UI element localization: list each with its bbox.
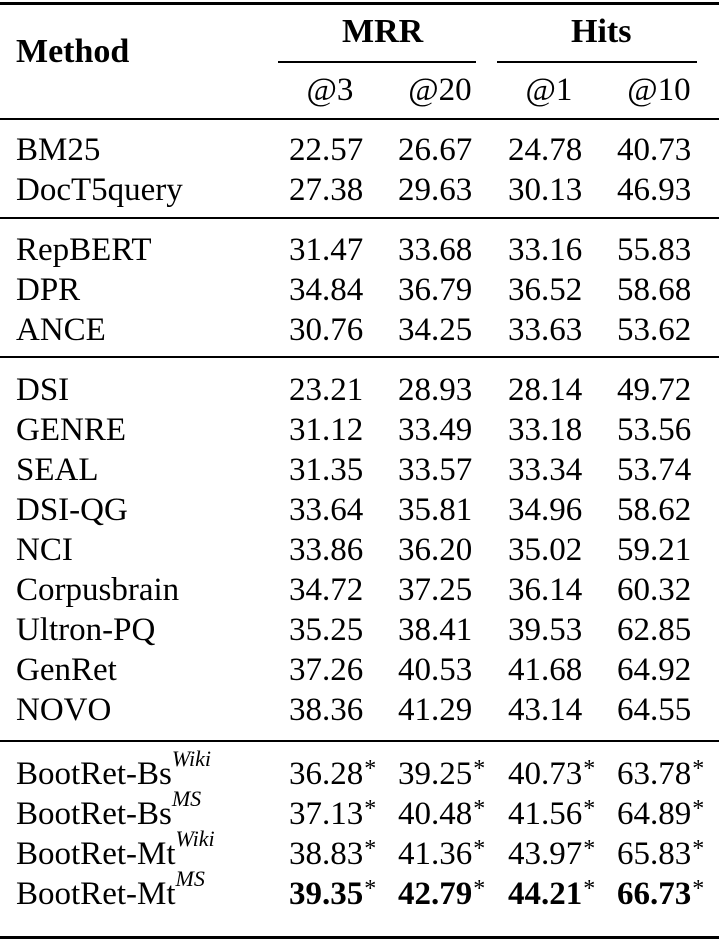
table-row (0, 746, 719, 794)
significance-marker: * (473, 756, 486, 782)
value-number: 36.20 (398, 532, 473, 568)
value-number: 66.73 (617, 876, 692, 912)
section-rule (0, 740, 719, 742)
value-cell (398, 170, 472, 210)
value-number: 33.63 (508, 312, 583, 348)
value-number: 42.79 (398, 876, 473, 912)
value-number: 39.53 (508, 612, 583, 648)
value-number: 41.68 (508, 652, 583, 688)
significance-marker: * (473, 876, 486, 902)
value-number: 49.72 (617, 372, 692, 408)
value-cell (508, 610, 582, 650)
method-cell: NOVO (16, 692, 112, 728)
value-cell (508, 230, 582, 270)
value-cell (508, 874, 595, 917)
table-row (0, 170, 719, 210)
value-cell (508, 450, 582, 490)
table-row (0, 786, 719, 834)
value-number: 29.63 (398, 172, 473, 208)
value-cell (617, 754, 704, 797)
value-cell (508, 794, 595, 837)
significance-marker: * (583, 796, 596, 822)
value-cell (289, 570, 363, 610)
value-cell (617, 650, 691, 690)
value-number: 43.14 (508, 692, 583, 728)
value-number: 39.35 (289, 876, 364, 912)
value-cell (617, 170, 691, 210)
value-cell (398, 310, 472, 350)
hits-cmidrule (497, 61, 697, 63)
value-number: 41.29 (398, 692, 473, 728)
value-cell (398, 794, 485, 837)
method-superscript: Wiki (171, 746, 211, 771)
value-number: 53.74 (617, 452, 692, 488)
value-number: 33.18 (508, 412, 583, 448)
value-number: 23.21 (289, 372, 364, 408)
value-number: 40.53 (398, 652, 473, 688)
method-cell: Corpusbrain (16, 572, 180, 608)
method-cell: SEAL (16, 452, 99, 488)
value-cell (617, 270, 691, 310)
method-cell: DSI-QG (16, 492, 128, 528)
value-number: 34.72 (289, 572, 364, 608)
mrr-header: MRR (342, 13, 424, 50)
value-number: 30.76 (289, 312, 364, 348)
value-cell (289, 610, 363, 650)
value-cell (508, 370, 582, 410)
value-cell (617, 490, 691, 530)
value-cell (398, 130, 472, 170)
significance-marker: * (473, 796, 486, 822)
significance-marker: * (364, 836, 377, 862)
method-cell: GenRet (16, 652, 117, 688)
value-cell (508, 310, 582, 350)
table-row (0, 610, 719, 650)
method-cell: Ultron-PQ (16, 612, 156, 648)
value-number: 58.68 (617, 272, 692, 308)
table-row (0, 410, 719, 450)
method-name: BootRet-Mt (16, 876, 176, 912)
table-row (0, 230, 719, 270)
header-rule (0, 118, 719, 120)
significance-marker: * (692, 836, 705, 862)
value-cell (617, 370, 691, 410)
value-cell (617, 310, 691, 350)
value-number: 65.83 (617, 836, 692, 872)
method-header: Method (16, 33, 130, 70)
method-cell: DSI (16, 372, 70, 408)
value-number: 37.26 (289, 652, 364, 688)
value-cell (508, 410, 582, 450)
value-cell (617, 874, 704, 917)
significance-marker: * (692, 876, 705, 902)
value-number: 39.25 (398, 756, 473, 792)
significance-marker: * (583, 756, 596, 782)
value-cell (398, 530, 472, 570)
value-number: 33.57 (398, 452, 473, 488)
value-number: 28.93 (398, 372, 473, 408)
value-cell (289, 754, 376, 797)
value-cell (398, 650, 472, 690)
value-cell (289, 650, 363, 690)
value-number: 60.32 (617, 572, 692, 608)
value-cell (398, 450, 472, 490)
value-number: 30.13 (508, 172, 583, 208)
table-row (0, 530, 719, 570)
value-number: 35.25 (289, 612, 364, 648)
significance-marker: * (364, 876, 377, 902)
value-number: 36.28 (289, 756, 364, 792)
table-row (0, 490, 719, 530)
value-number: 33.34 (508, 452, 583, 488)
section-rule (0, 356, 719, 358)
method-name: BootRet-Bs (16, 756, 172, 792)
value-number: 55.83 (617, 232, 692, 268)
method-superscript: Wiki (175, 826, 215, 851)
value-cell (508, 834, 595, 877)
section-rule (0, 217, 719, 219)
value-cell (508, 270, 582, 310)
method-name: BootRet-Bs (16, 796, 172, 832)
value-number: 33.86 (289, 532, 364, 568)
significance-marker: * (364, 756, 377, 782)
value-number: 36.14 (508, 572, 583, 608)
value-cell (617, 834, 704, 877)
value-cell (617, 610, 691, 650)
value-number: 34.25 (398, 312, 473, 348)
method-cell: NCI (16, 532, 73, 568)
subcol-hits-1: @1 (525, 72, 573, 108)
value-cell (617, 570, 691, 610)
method-superscript: MS (171, 786, 202, 811)
value-cell (289, 490, 363, 530)
value-number: 34.96 (508, 492, 583, 528)
method-cell: DocT5query (16, 172, 183, 208)
value-cell (617, 794, 704, 837)
value-number: 64.55 (617, 692, 692, 728)
method-cell: GENRE (16, 412, 126, 448)
value-cell (617, 690, 691, 730)
significance-marker: * (692, 796, 705, 822)
value-cell (398, 874, 485, 917)
value-cell (289, 270, 363, 310)
value-cell (398, 490, 472, 530)
value-number: 38.83 (289, 836, 364, 872)
value-cell (398, 754, 485, 797)
value-number: 46.93 (617, 172, 692, 208)
value-number: 64.89 (617, 796, 692, 832)
method-cell (16, 786, 202, 834)
value-number: 38.41 (398, 612, 473, 648)
value-cell (289, 130, 363, 170)
value-number: 27.38 (289, 172, 364, 208)
value-number: 33.64 (289, 492, 364, 528)
value-cell (508, 650, 582, 690)
value-number: 33.68 (398, 232, 473, 268)
method-cell: BM25 (16, 132, 101, 168)
value-cell (289, 794, 376, 837)
method-cell (16, 866, 205, 914)
value-cell (398, 690, 472, 730)
hits-header: Hits (571, 13, 632, 50)
table-row (0, 650, 719, 690)
value-cell (289, 874, 376, 917)
significance-marker: * (473, 836, 486, 862)
value-cell (289, 230, 363, 270)
value-number: 59.21 (617, 532, 692, 568)
value-cell (289, 310, 363, 350)
value-number: 41.36 (398, 836, 473, 872)
value-number: 58.62 (617, 492, 692, 528)
value-number: 44.21 (508, 876, 583, 912)
value-cell (398, 834, 485, 877)
value-number: 53.62 (617, 312, 692, 348)
value-cell (508, 530, 582, 570)
value-number: 22.57 (289, 132, 364, 168)
table-row (0, 570, 719, 610)
value-cell (617, 530, 691, 570)
value-number: 34.84 (289, 272, 364, 308)
mrr-cmidrule (278, 61, 476, 63)
value-cell (508, 170, 582, 210)
significance-marker: * (692, 756, 705, 782)
significance-marker: * (583, 876, 596, 902)
value-cell (617, 230, 691, 270)
value-number: 40.73 (508, 756, 583, 792)
value-cell (289, 450, 363, 490)
value-number: 24.78 (508, 132, 583, 168)
table-row (0, 826, 719, 874)
table-row (0, 370, 719, 410)
value-cell (289, 690, 363, 730)
value-number: 40.48 (398, 796, 473, 832)
value-number: 37.13 (289, 796, 364, 832)
value-number: 31.12 (289, 412, 364, 448)
value-number: 53.56 (617, 412, 692, 448)
value-cell (398, 410, 472, 450)
value-cell (398, 570, 472, 610)
value-number: 40.73 (617, 132, 692, 168)
value-cell (289, 370, 363, 410)
value-number: 37.25 (398, 572, 473, 608)
method-superscript: MS (175, 866, 205, 891)
value-cell (289, 410, 363, 450)
table-row (0, 310, 719, 350)
significance-marker: * (364, 796, 377, 822)
value-cell (398, 270, 472, 310)
method-name: BootRet-Mt (16, 836, 176, 872)
value-number: 35.02 (508, 532, 583, 568)
method-cell: RepBERT (16, 232, 152, 268)
table-row (0, 270, 719, 310)
value-cell (508, 570, 582, 610)
value-number: 38.36 (289, 692, 364, 728)
subcol-mrr-20: @20 (408, 72, 472, 108)
value-number: 31.47 (289, 232, 364, 268)
value-number: 26.67 (398, 132, 473, 168)
value-number: 36.79 (398, 272, 473, 308)
top-rule (0, 2, 719, 5)
value-number: 33.16 (508, 232, 583, 268)
value-cell (398, 230, 472, 270)
value-number: 31.35 (289, 452, 364, 488)
value-cell (289, 530, 363, 570)
value-number: 33.49 (398, 412, 473, 448)
value-cell (617, 130, 691, 170)
table-row (0, 690, 719, 730)
value-number: 35.81 (398, 492, 473, 528)
subcol-mrr-3: @3 (306, 72, 354, 108)
value-number: 62.85 (617, 612, 692, 648)
value-number: 63.78 (617, 756, 692, 792)
method-cell: ANCE (16, 312, 106, 348)
value-cell (289, 170, 363, 210)
value-number: 28.14 (508, 372, 583, 408)
value-cell (508, 754, 595, 797)
method-cell: DPR (16, 272, 81, 308)
value-cell (508, 490, 582, 530)
value-cell (508, 690, 582, 730)
table-row (0, 450, 719, 490)
table-row (0, 866, 719, 914)
value-cell (508, 130, 582, 170)
bottom-rule (0, 936, 719, 939)
value-number: 41.56 (508, 796, 583, 832)
value-number: 64.92 (617, 652, 692, 688)
table-row (0, 130, 719, 170)
value-cell (398, 610, 472, 650)
value-cell (398, 370, 472, 410)
value-number: 36.52 (508, 272, 583, 308)
subcol-hits-10: @10 (627, 72, 691, 108)
value-cell (617, 450, 691, 490)
value-number: 43.97 (508, 836, 583, 872)
value-cell (617, 410, 691, 450)
significance-marker: * (583, 836, 596, 862)
value-cell (289, 834, 376, 877)
